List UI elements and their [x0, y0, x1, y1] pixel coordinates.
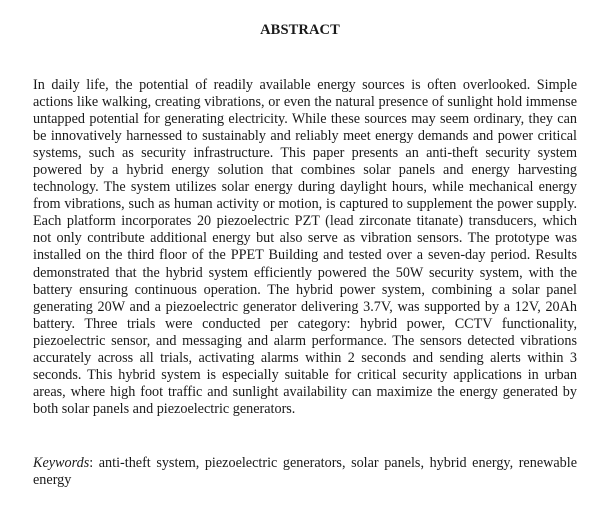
abstract-paragraph: In daily life, the potential of readily available energy sources is often overlooked. Simple actions like walking, creating vibrations, or even the natural presence of sunlight hold immense untapped potential for generating electricity. While these sources may seem ordinary, they can be innovatively harnessed to sustainably and reliably meet energy demands and power critical systems, such as security infrastructure. This paper presents an anti-theft security system powered by a hybrid energy solution that combines solar panels and energy harvesting technology. The system utilizes solar energy during daylight hours, while mechanical energy from vibrations, such as human activity or motion, is captured to supplement the power supply. Each platform incorporates 20 piezoelectric PZT (lead zirconate titanate) transducers, which not only contribute additional energy but also serve as vibration sensors. The prototype was installed on the third floor of the PPET Building and tested over a seven-day period. Results demonstrated that the hybrid system efficiently powered the 50W security system, with the battery ensuring continuous operation. The hybrid power system, combining a solar panel generating 20W and a piezoelectric generator delivering 3.7V, was supported by a 12V, 20Ah battery. Three trials were conducted per category: hybrid power, CCTV functionality, piezoelectric sensor, and messaging and alarm performance. The sensors detected vibrations accurately across all trials, activating alarms within 2 seconds and sending alerts within 3 seconds. This hybrid system is especially suitable for critical security applications in urban areas, where high foot traffic and sunlight availability can maximize the energy generated by both solar panels and piezoelectric generators. — [33, 77, 577, 417]
keywords-label: Keywords — [33, 455, 90, 471]
abstract-heading: ABSTRACT — [260, 22, 340, 38]
keywords-text: anti-theft system, piezoelectric generators, solar panels, hybrid energy, renewable energy — [33, 455, 577, 489]
keywords-separator: : — [89, 455, 94, 471]
keywords-line — [33, 455, 577, 489]
